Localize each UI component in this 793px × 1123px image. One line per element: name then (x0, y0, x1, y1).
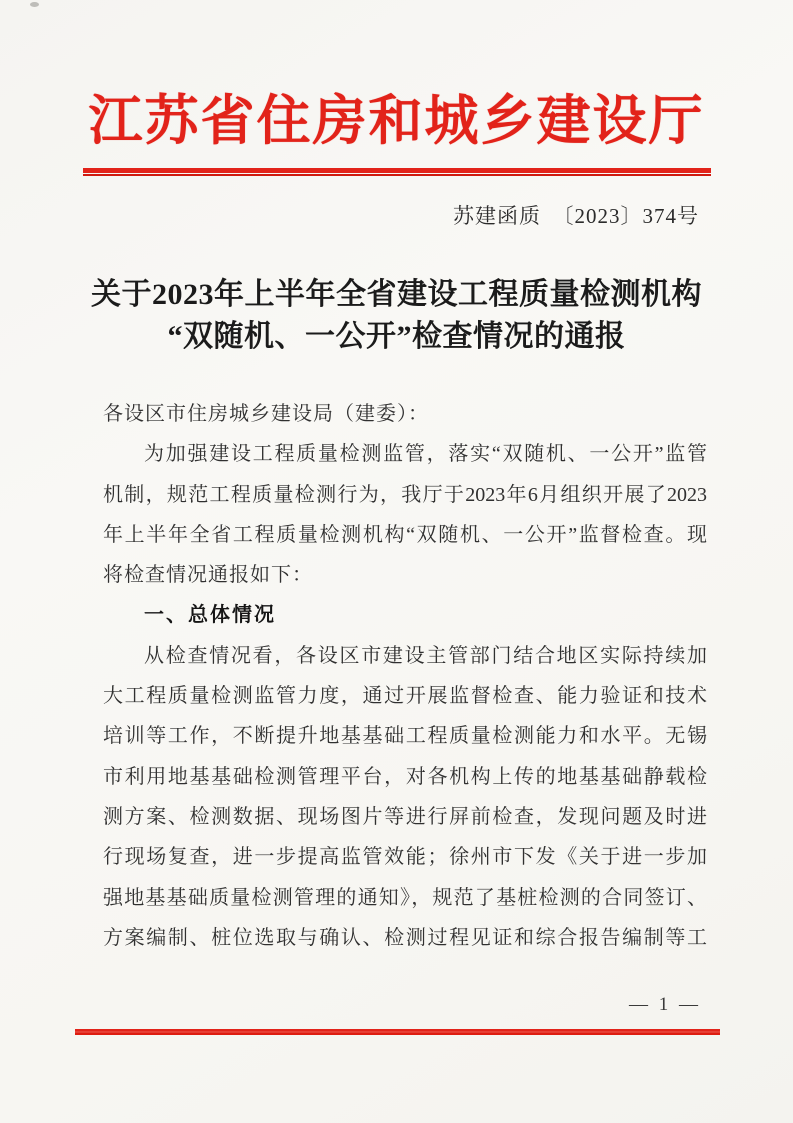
paragraph2-line: 强地基基础质量检测管理的通知》，规范了基桩检测的合同签订、 (103, 886, 707, 909)
scan-artifact (30, 2, 39, 7)
document-reference-number: 苏建函质 〔2023〕374号 (453, 204, 699, 228)
paragraph2-line: 大工程质量检测监管力度，通过开展监督检查、能力验证和技术 (103, 685, 707, 708)
rule-thick-line (83, 168, 711, 173)
document-title (0, 274, 793, 358)
salutation-line: 各设区市住房城乡建设局（建委）： (103, 403, 429, 425)
section1-heading: 一、总体情况 (144, 604, 276, 627)
letterhead-agency-name: 江苏省住房和城乡建设厅 (88, 91, 705, 151)
paragraph1-line: 年上半年全省工程质量检测机构“双随机、一公开”监督检查。现 (103, 523, 707, 546)
letterhead-separator-rule (83, 168, 711, 176)
rule-thin-line (83, 174, 711, 176)
paragraph2-line: 测方案、检测数据、现场图片等进行屏前检查，发现问题及时进 (103, 805, 707, 828)
document-body (103, 394, 707, 958)
paragraph1-line: 为加强建设工程质量检测监管，落实“双随机、一公开”监管 (144, 443, 707, 466)
footer-red-rule (75, 1029, 720, 1035)
paragraph2-line: 培训等工作，不断提升地基基础工程质量检测能力和水平。无锡 (103, 725, 707, 748)
paragraph2-line: 从检查情况看，各设区市建设主管部门结合地区实际持续加 (144, 644, 707, 667)
page-number: — 1 — (629, 994, 701, 1015)
paragraph2-line: 行现场复查，进一步提高监管效能；徐州市下发《关于进一步加 (103, 846, 707, 869)
document-title-line1: 关于2023年上半年全省建设工程质量检测机构 (91, 278, 702, 311)
paragraph2-line: 方案编制、桩位选取与确认、检测过程见证和综合报告编制等工 (103, 926, 707, 949)
paragraph1-line: 将检查情况通报如下： (103, 564, 313, 587)
paragraph2-line: 市利用地基基础检测管理平台，对各机构上传的地基基础静载检 (103, 765, 707, 788)
paragraph1-line: 机制，规范工程质量检测行为，我厅于2023年6月组织开展了2023 (103, 483, 707, 506)
document-title-line2: “双随机、一公开”检查情况的通报 (167, 320, 626, 353)
